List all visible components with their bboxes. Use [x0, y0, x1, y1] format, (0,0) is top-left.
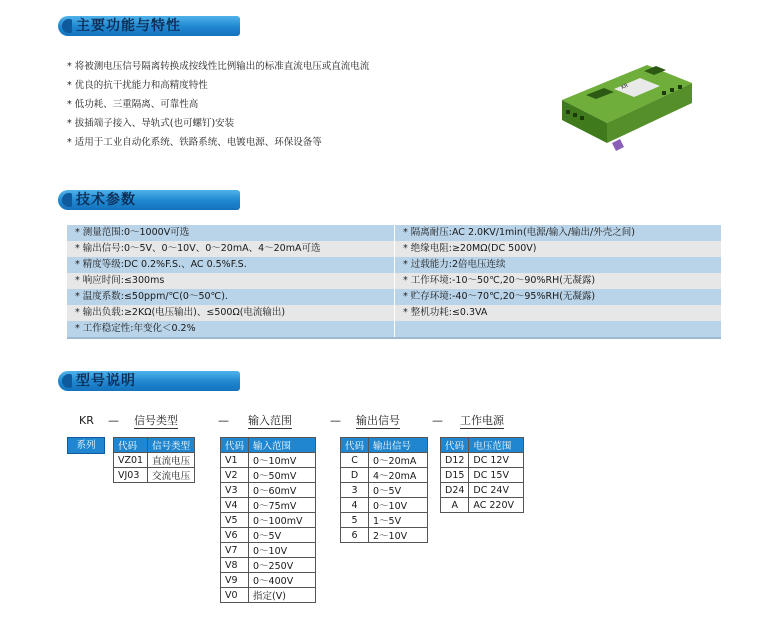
table-row [221, 558, 316, 573]
code-cell: V7 [221, 543, 249, 558]
header-bullet-icon [62, 374, 72, 388]
code-cell: V8 [221, 558, 249, 573]
model-title: 型号说明 [76, 373, 136, 389]
table-row [221, 543, 316, 558]
value-cell: 0～60mV [249, 483, 316, 498]
table-header: 代码 [441, 438, 469, 453]
value-cell: 1～5V [369, 513, 428, 528]
spec-cell: * 绝缘电阻:≥20MΩ(DC 500V) [394, 241, 721, 257]
value-cell: 0～20mA [369, 453, 428, 468]
input-range-table [220, 437, 316, 603]
code-cell: C [341, 453, 369, 468]
spec-row [67, 241, 721, 257]
table-row [221, 453, 316, 468]
value-cell: DC 15V [469, 468, 524, 483]
code-cell: V6 [221, 528, 249, 543]
spec-row [67, 321, 721, 339]
code-cell: V1 [221, 453, 249, 468]
value-cell: 0～5V [249, 528, 316, 543]
code-cell: V4 [221, 498, 249, 513]
output-signal-table [340, 437, 428, 543]
value-cell: 0～75mV [249, 498, 316, 513]
value-cell: 0～5V [369, 483, 428, 498]
value-cell: 直流电压 [148, 453, 195, 468]
spec-cell: * 整机功耗:≤0.3VA [394, 305, 721, 321]
table-row [441, 468, 524, 483]
model-group-power: 工作电源 [460, 414, 504, 427]
product-label: KR [620, 82, 630, 91]
table-row [221, 573, 316, 588]
table-row [221, 528, 316, 543]
code-cell: D12 [441, 453, 469, 468]
spec-cell: * 过载能力:2倍电压连续 [394, 257, 721, 273]
value-cell: 0～10mV [249, 453, 316, 468]
table-header: 输入范围 [249, 438, 316, 453]
specs-section-header [58, 190, 240, 210]
table-row [341, 468, 428, 483]
value-cell: AC 220V [469, 498, 524, 513]
value-cell: DC 24V [469, 483, 524, 498]
value-cell: 0～100mV [249, 513, 316, 528]
spec-row [67, 305, 721, 321]
value-cell: DC 12V [469, 453, 524, 468]
code-cell: 5 [341, 513, 369, 528]
table-row [441, 483, 524, 498]
table-row [441, 498, 524, 513]
spec-cell: * 输出负载:≥2KΩ(电压输出)、≤500Ω(电流输出) [75, 307, 286, 318]
table-row [441, 453, 524, 468]
feature-item: * 低功耗、三重隔离、可靠性高 [67, 99, 199, 110]
header-bullet-icon [62, 19, 72, 33]
table-row [114, 453, 195, 468]
model-dash: — [432, 414, 443, 427]
spec-cell: * 精度等级:DC 0.2%F.S.、AC 0.5%F.S. [75, 259, 247, 270]
header-bullet-icon [62, 193, 72, 207]
value-cell: 指定(V) [249, 588, 316, 603]
features-section-header [58, 16, 240, 36]
features-list [67, 57, 369, 152]
code-cell: VZ01 [114, 453, 148, 468]
table-row [221, 588, 316, 603]
model-prefix: KR [79, 414, 94, 427]
series-label: 系列 [67, 437, 105, 454]
value-cell: 0～10V [249, 543, 316, 558]
table-row [221, 483, 316, 498]
code-cell: D24 [441, 483, 469, 498]
table-row [114, 468, 195, 483]
table-row [341, 498, 428, 513]
spec-cell: * 隔离耐压:AC 2.0KV/1min(电源/输入/输出/外壳之间) [394, 225, 721, 241]
value-cell: 0～50mV [249, 468, 316, 483]
table-row [341, 528, 428, 543]
table-header: 代码 [221, 438, 249, 453]
code-cell: D [341, 468, 369, 483]
code-cell: 6 [341, 528, 369, 543]
product-image [552, 55, 702, 155]
spec-cell: * 测量范围:0～1000V可选 [75, 227, 190, 238]
features-title: 主要功能与特性 [76, 18, 181, 34]
code-cell: V9 [221, 573, 249, 588]
spec-row [67, 257, 721, 273]
code-cell: V3 [221, 483, 249, 498]
code-cell: 3 [341, 483, 369, 498]
table-header: 代码 [114, 438, 148, 453]
code-cell: D15 [441, 468, 469, 483]
table-header: 信号类型 [148, 438, 195, 453]
code-cell: V0 [221, 588, 249, 603]
table-row [341, 453, 428, 468]
model-dash: — [330, 414, 341, 427]
table-header: 电压范围 [469, 438, 524, 453]
table-row [221, 468, 316, 483]
value-cell: 0～10V [369, 498, 428, 513]
spec-row [67, 225, 721, 241]
code-cell: V5 [221, 513, 249, 528]
table-header: 输出信号 [369, 438, 428, 453]
specs-table [67, 225, 721, 339]
spec-cell: * 工作稳定性:年变化＜0.2% [75, 323, 196, 334]
model-dash: — [108, 414, 119, 427]
specs-title: 技术参数 [76, 192, 136, 208]
table-header: 代码 [341, 438, 369, 453]
spec-row [67, 289, 721, 305]
table-row [341, 483, 428, 498]
spec-cell [394, 321, 721, 337]
spec-cell: * 贮存环境:-40～70℃,20～95%RH(无凝露) [394, 289, 721, 305]
code-cell: V2 [221, 468, 249, 483]
value-cell: 交流电压 [148, 468, 195, 483]
code-cell: 4 [341, 498, 369, 513]
feature-item: * 拔插端子接入、导轨式(也可螺钉)安装 [67, 118, 235, 129]
power-supply-table [440, 437, 524, 513]
code-cell: A [441, 498, 469, 513]
value-cell: 2～10V [369, 528, 428, 543]
feature-item: * 适用于工业自动化系统、铁路系统、电镀电源、环保设备等 [67, 137, 322, 148]
model-group-signal-type: 信号类型 [134, 414, 178, 427]
code-cell: VJ03 [114, 468, 148, 483]
spec-cell: * 温度系数:≤50ppm/℃(0～50℃). [75, 291, 228, 302]
spec-row [67, 273, 721, 289]
model-dash: — [218, 414, 229, 427]
table-row [221, 498, 316, 513]
value-cell: 0～400V [249, 573, 316, 588]
spec-cell: * 输出信号:0～5V、0～10V、0～20mA、4～20mA可选 [75, 243, 321, 254]
model-section-header [58, 371, 240, 391]
feature-item: * 优良的抗干扰能力和高精度特性 [67, 80, 208, 91]
model-group-input-range: 输入范围 [248, 414, 292, 427]
table-row [221, 513, 316, 528]
spec-cell: * 工作环境:-10～50℃,20～90%RH(无凝露) [394, 273, 721, 289]
value-cell: 0～250V [249, 558, 316, 573]
model-group-output-signal: 输出信号 [356, 414, 400, 427]
signal-type-table [113, 437, 195, 483]
table-row [341, 513, 428, 528]
spec-cell: * 响应时间:≤300ms [75, 275, 165, 286]
value-cell: 4～20mA [369, 468, 428, 483]
feature-item: * 将被测电压信号隔离转换成按线性比例输出的标准直流电压或直流电流 [67, 61, 370, 72]
